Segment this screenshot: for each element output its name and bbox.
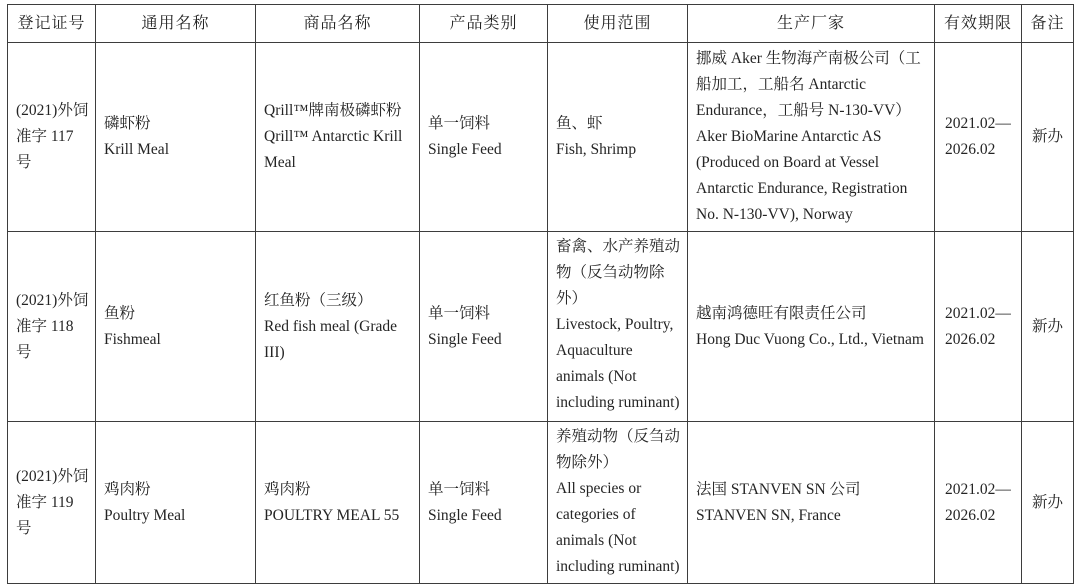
table-row <box>8 422 1074 584</box>
feed-registration-table <box>7 4 1074 584</box>
validity-start: 2021.02— <box>945 480 1011 498</box>
cell-registration-no <box>8 422 96 584</box>
cell-generic-name <box>96 43 256 232</box>
registration-no-text: (2021)外饲准字 119 号 <box>16 467 89 537</box>
validity-start: 2021.02— <box>945 115 1011 132</box>
cell-registration-no <box>8 43 96 232</box>
col-header-validity-period: 有效期限 <box>935 5 1022 43</box>
col-header-generic-name: 通用名称 <box>96 5 256 43</box>
header-row <box>8 5 1074 43</box>
generic-name-en: Poultry Meal <box>104 506 186 524</box>
cell-product-name <box>256 232 420 422</box>
cell-remark <box>1022 232 1074 422</box>
cell-product-name <box>256 43 420 232</box>
cell-scope-of-use <box>548 232 688 422</box>
manufacturer-en: Aker BioMarine Antarctic AS (Produced on Board at Vessel Antarctic Endurance, Registration No. N-130-VV), Norway <box>696 128 908 223</box>
product-name-en: POULTRY MEAL 55 <box>264 506 400 524</box>
cell-generic-name <box>96 232 256 422</box>
col-header-product-category: 产品类别 <box>420 5 548 43</box>
product-category-en: Single Feed <box>428 330 502 348</box>
product-category-en: Single Feed <box>428 141 502 158</box>
cell-registration-no <box>8 232 96 422</box>
cell-remark <box>1022 43 1074 232</box>
product-name-zh: Qrill™牌南极磷虾粉 <box>264 102 402 119</box>
cell-product-category <box>420 43 548 232</box>
generic-name-en: Fishmeal <box>104 330 161 348</box>
remark-text: 新办 <box>1031 493 1063 511</box>
validity-end: 2026.02 <box>945 506 996 524</box>
manufacturer-en: Hong Duc Vuong Co., Ltd., Vietnam <box>696 330 924 348</box>
cell-validity-period <box>935 43 1022 232</box>
col-header-scope-of-use: 使用范围 <box>548 5 688 43</box>
validity-end: 2026.02 <box>945 141 996 158</box>
generic-name-zh: 磷虾粉 <box>104 115 151 132</box>
remark-text: 新办 <box>1031 317 1063 335</box>
manufacturer-zh: 法国 STANVEN SN 公司 <box>696 480 861 498</box>
scope-of-use-zh: 鱼、虾 <box>556 115 603 132</box>
validity-end: 2026.02 <box>945 330 996 348</box>
manufacturer-zh: 挪威 Aker 生物海产南极公司（工船加工，工船名 Antarctic Endurance，工船号 N-130-VV） <box>696 50 921 119</box>
product-name-zh: 鸡肉粉 <box>264 480 311 498</box>
product-category-en: Single Feed <box>428 506 502 524</box>
manufacturer-zh: 越南鸿德旺有限责任公司 <box>696 304 867 322</box>
cell-generic-name <box>96 422 256 584</box>
col-header-manufacturer: 生产厂家 <box>688 5 935 43</box>
scope-of-use-en: Livestock, Poultry, Aquaculture animals (Not including ruminant) <box>556 316 680 411</box>
cell-validity-period <box>935 422 1022 584</box>
cell-product-name <box>256 422 420 584</box>
cell-manufacturer <box>688 422 935 584</box>
product-name-en: Red fish meal (Grade III) <box>264 317 397 361</box>
cell-remark <box>1022 422 1074 584</box>
cell-scope-of-use <box>548 43 688 232</box>
col-header-product-name: 商品名称 <box>256 5 420 43</box>
table-row <box>8 232 1074 422</box>
product-name-en: Qrill™ Antarctic Krill Meal <box>264 128 403 171</box>
product-name-zh: 红鱼粉（三级） <box>264 291 373 309</box>
manufacturer-en: STANVEN SN, France <box>696 506 841 524</box>
product-category-zh: 单一饲料 <box>428 480 491 498</box>
scope-of-use-zh: 畜禽、水产养殖动物（反刍动物除外） <box>556 238 681 307</box>
validity-start: 2021.02— <box>945 304 1011 322</box>
scope-of-use-en: Fish, Shrimp <box>556 141 637 158</box>
cell-product-category <box>420 422 548 584</box>
table-row <box>8 43 1074 232</box>
product-category-zh: 单一饲料 <box>428 304 491 322</box>
scope-of-use-zh: 养殖动物（反刍动物除外） <box>556 428 681 471</box>
generic-name-en: Krill Meal <box>104 141 169 158</box>
cell-product-category <box>420 232 548 422</box>
remark-text: 新办 <box>1031 128 1063 145</box>
cell-validity-period <box>935 232 1022 422</box>
col-header-remark: 备注 <box>1022 5 1074 43</box>
generic-name-zh: 鸡肉粉 <box>104 480 151 498</box>
cell-manufacturer <box>688 43 935 232</box>
generic-name-zh: 鱼粉 <box>104 304 136 322</box>
product-category-zh: 单一饲料 <box>428 115 491 132</box>
col-header-registration-no: 登记证号 <box>8 5 96 43</box>
cell-scope-of-use <box>548 422 688 584</box>
cell-manufacturer <box>688 232 935 422</box>
registration-no-text: (2021)外饲准字 117 号 <box>16 102 89 171</box>
scope-of-use-en: All species or categories of animals (Not including ruminant) <box>556 480 680 575</box>
registration-no-text: (2021)外饲准字 118 号 <box>16 291 89 361</box>
